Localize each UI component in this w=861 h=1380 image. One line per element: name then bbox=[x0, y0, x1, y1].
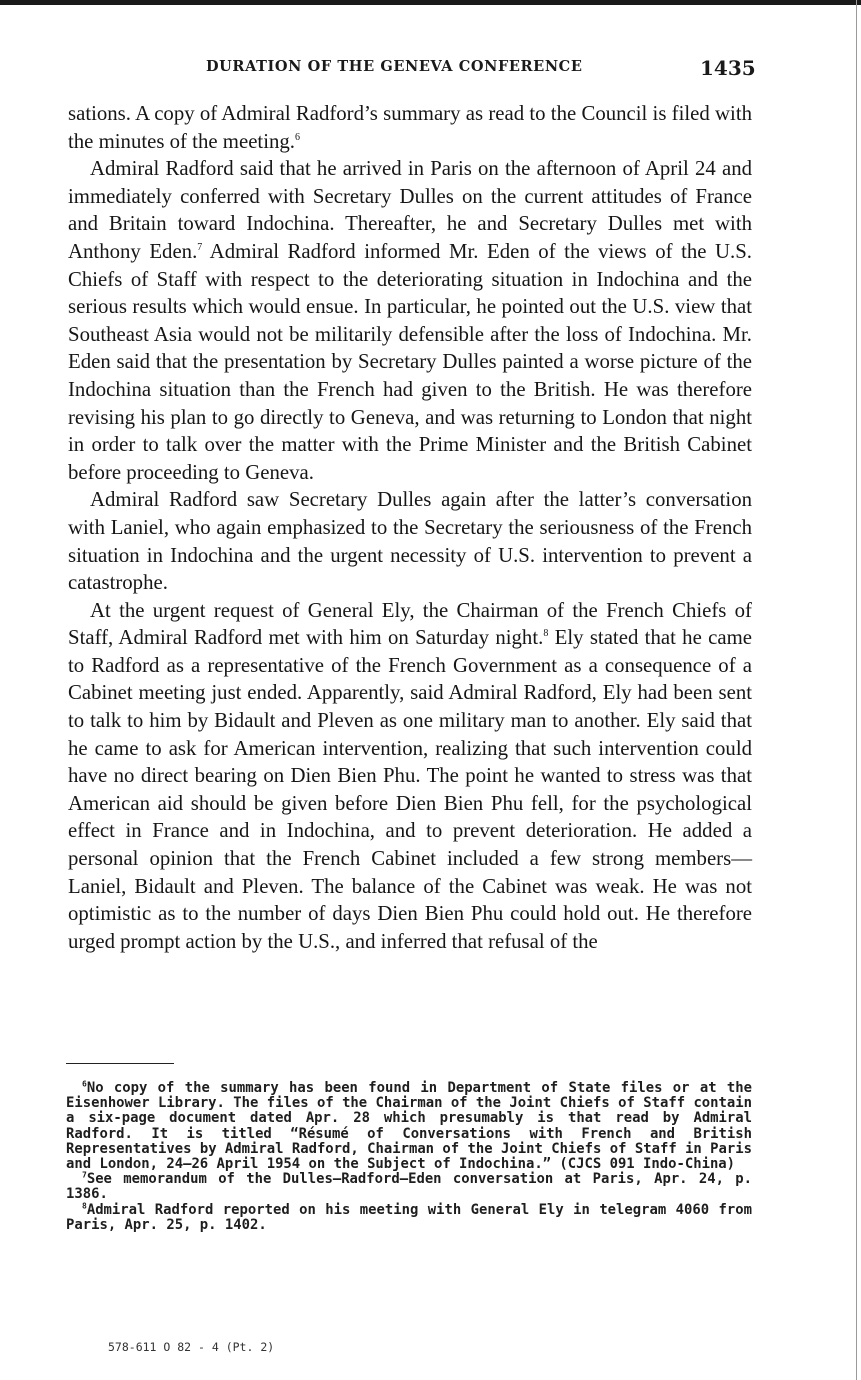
footnote-divider bbox=[66, 1063, 174, 1064]
paragraph-4-text-b: Ely stated that he came to Radford as a representative of the French Government as a consequence of a Cabinet meeting just ended. Apparently, said Admiral Radford, Ely had been sent to talk to him by Bidault and Pleven as one military man to another. Ely said that he came to ask for American intervention, realizing that such intervention could have no direct bearing on Dien Bien Phu. The point he wanted to stress was that American aid should be given before Dien Bien Phu fell, for the psychological effect in France and in Indochina, and to prevent deterioration. He added a personal opinion that the French Cabinet included a few strong members—Laniel, Bidault and Pleven. The balance of the Cabinet was weak. He was not optimistic as to the number of days Dien Bien Phu could hold out. He therefore urged prompt action by the U.S., and inferred that refusal of the bbox=[68, 626, 752, 953]
footnote-ref-8: 8 bbox=[543, 628, 549, 640]
paragraph-2-text-a: Admiral Radford said that he arrived in Paris on the afternoon of April 24 and immediately conferred with Secretary Dulles on the current attitudes of France and Britain toward Indochina. Thereafter, he and Secretary Dulles met with Anthony Eden. bbox=[68, 157, 752, 263]
footnote-mark-7: 7 bbox=[82, 1170, 87, 1180]
footnote-7 bbox=[66, 1172, 752, 1202]
page-number: 1435 bbox=[700, 56, 756, 80]
top-border bbox=[0, 0, 861, 5]
paragraph-2 bbox=[68, 155, 752, 486]
paragraph-1-text: sations. A copy of Admiral Radford’s summary as read to the Council is filed with the minutes of the meeting. bbox=[68, 102, 752, 153]
footnote-mark-8: 8 bbox=[82, 1201, 87, 1210]
footnote-8 bbox=[66, 1203, 752, 1233]
footnote-7-text: See memorandum of the Dulles–Radford–Eden conversation at Paris, Apr. 24, p. 1386. bbox=[66, 1171, 752, 1203]
paragraph-1 bbox=[68, 100, 752, 155]
footnote-mark-6: 6 bbox=[82, 1079, 87, 1089]
footnote-ref-6: 6 bbox=[294, 131, 300, 143]
paragraph-4 bbox=[68, 597, 752, 956]
page-edge-line bbox=[856, 0, 857, 1380]
paragraph-2-text-b: Admiral Radford informed Mr. Eden of the views of the U.S. Chiefs of Staff with respect to the deteriorating situation in Indochina and the serious results which would ensue. In particular, he pointed out the U.S. view that Southeast Asia would not be militarily defensible after the loss of Indochina. Mr. Eden said that the presentation by Secretary Dulles painted a worse picture of the Indochina situation than the French had given to the British. He was therefore revising his plan to go directly to Geneva, and was returning to London that night in order to talk over the matter with the Prime Minister and the British Cabinet before proceeding to Geneva. bbox=[68, 239, 753, 484]
body-text bbox=[68, 100, 752, 955]
footnote-ref-7: 7 bbox=[197, 242, 203, 254]
paragraph-3-text: Admiral Radford saw Secretary Dulles again after the latter’s conversation with Laniel, who again emphasized to the Secretary the seriousness of the French situation in Indochina and the urgent necessity of U.S. intervention to prevent a catastrophe. bbox=[68, 488, 752, 595]
running-head: DURATION OF THE GENEVA CONFERENCE bbox=[206, 58, 583, 75]
paragraph-3 bbox=[68, 486, 752, 596]
footnote-6-text: No copy of the summary has been found in Department of State files or at the Eisenhower Library. The files of the Chairman of the Joint Chiefs of Staff contain a six-page document dated Apr. 28 which presumably is that read by Admiral Radford. It is titled “Résumé of Conversations with French and British Representatives by Admiral Radford, Chairman of the Joint Chiefs of Staff in Paris and London, 24–26 April 1954 on the Subject of Indochina.” (CJCS 091 Indo-China) bbox=[66, 1080, 752, 1173]
footnote-8-text: Admiral Radford reported on his meeting with General Ely in telegram 4060 from Paris, Apr. 25, p. 1402. bbox=[66, 1201, 752, 1233]
print-code: 578-611 O 82 - 4 (Pt. 2) bbox=[108, 1340, 275, 1354]
footnote-6 bbox=[66, 1081, 752, 1172]
footnotes bbox=[66, 1081, 752, 1233]
paragraph-4-text-a: At the urgent request of General Ely, the Chairman of the French Chiefs of Staff, Admiral Radford met with him on Saturday night. bbox=[68, 598, 752, 650]
